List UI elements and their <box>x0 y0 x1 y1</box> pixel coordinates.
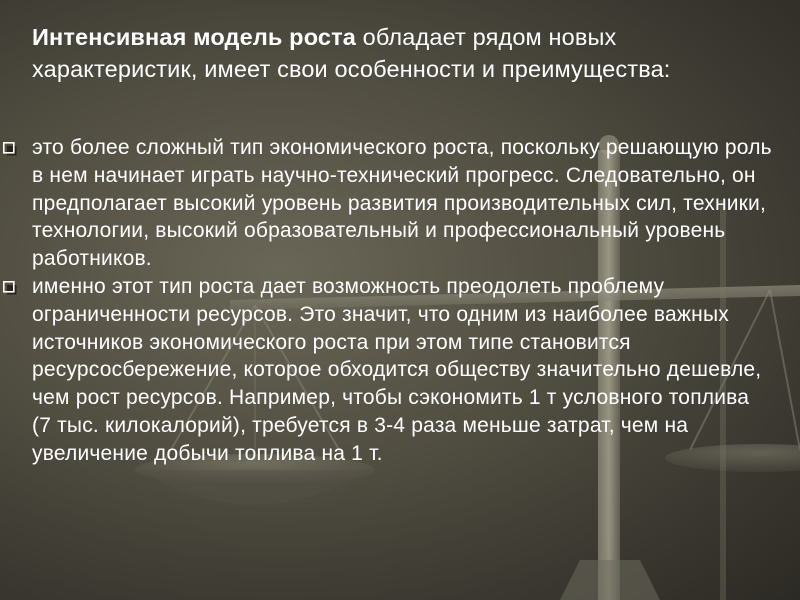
bullet-item-1 <box>0 134 772 273</box>
intro-bold-term: Интенсивная модель роста <box>32 24 356 50</box>
bullet-item-2 <box>0 273 772 468</box>
bullet-list <box>0 134 800 468</box>
intro-text: обладает рядом новых характеристик, имеет свои особенности и преимущества: <box>32 24 671 82</box>
intro-paragraph <box>32 22 772 85</box>
checkbox-icon <box>3 142 17 156</box>
bullet-text-1: это более сложный тип экономического роста, поскольку решающую роль в нем начинает играть научно-технический прогресс. Следовательно, он предполагает высокий уровень развития производительных сил, техники, технологии, высокий образовательный и профессиональный уровень работников. <box>32 136 772 271</box>
checkbox-icon <box>3 281 17 295</box>
bullet-text-2: именно этот тип роста дает возможность преодолеть проблему ограниченности ресурсов. Это значит, что одним из наиболее важных источников экономического роста при этом типе становится ресурсосбережение, которое обходится обществу значительно дешевле, чем рост ресурсов. Например, чтобы сэкономить 1 т условного топлива (7 тыс. килокалорий), требуется в 3-4 раза меньше затрат, чем на увеличение добычи топлива на 1 т. <box>32 274 762 465</box>
